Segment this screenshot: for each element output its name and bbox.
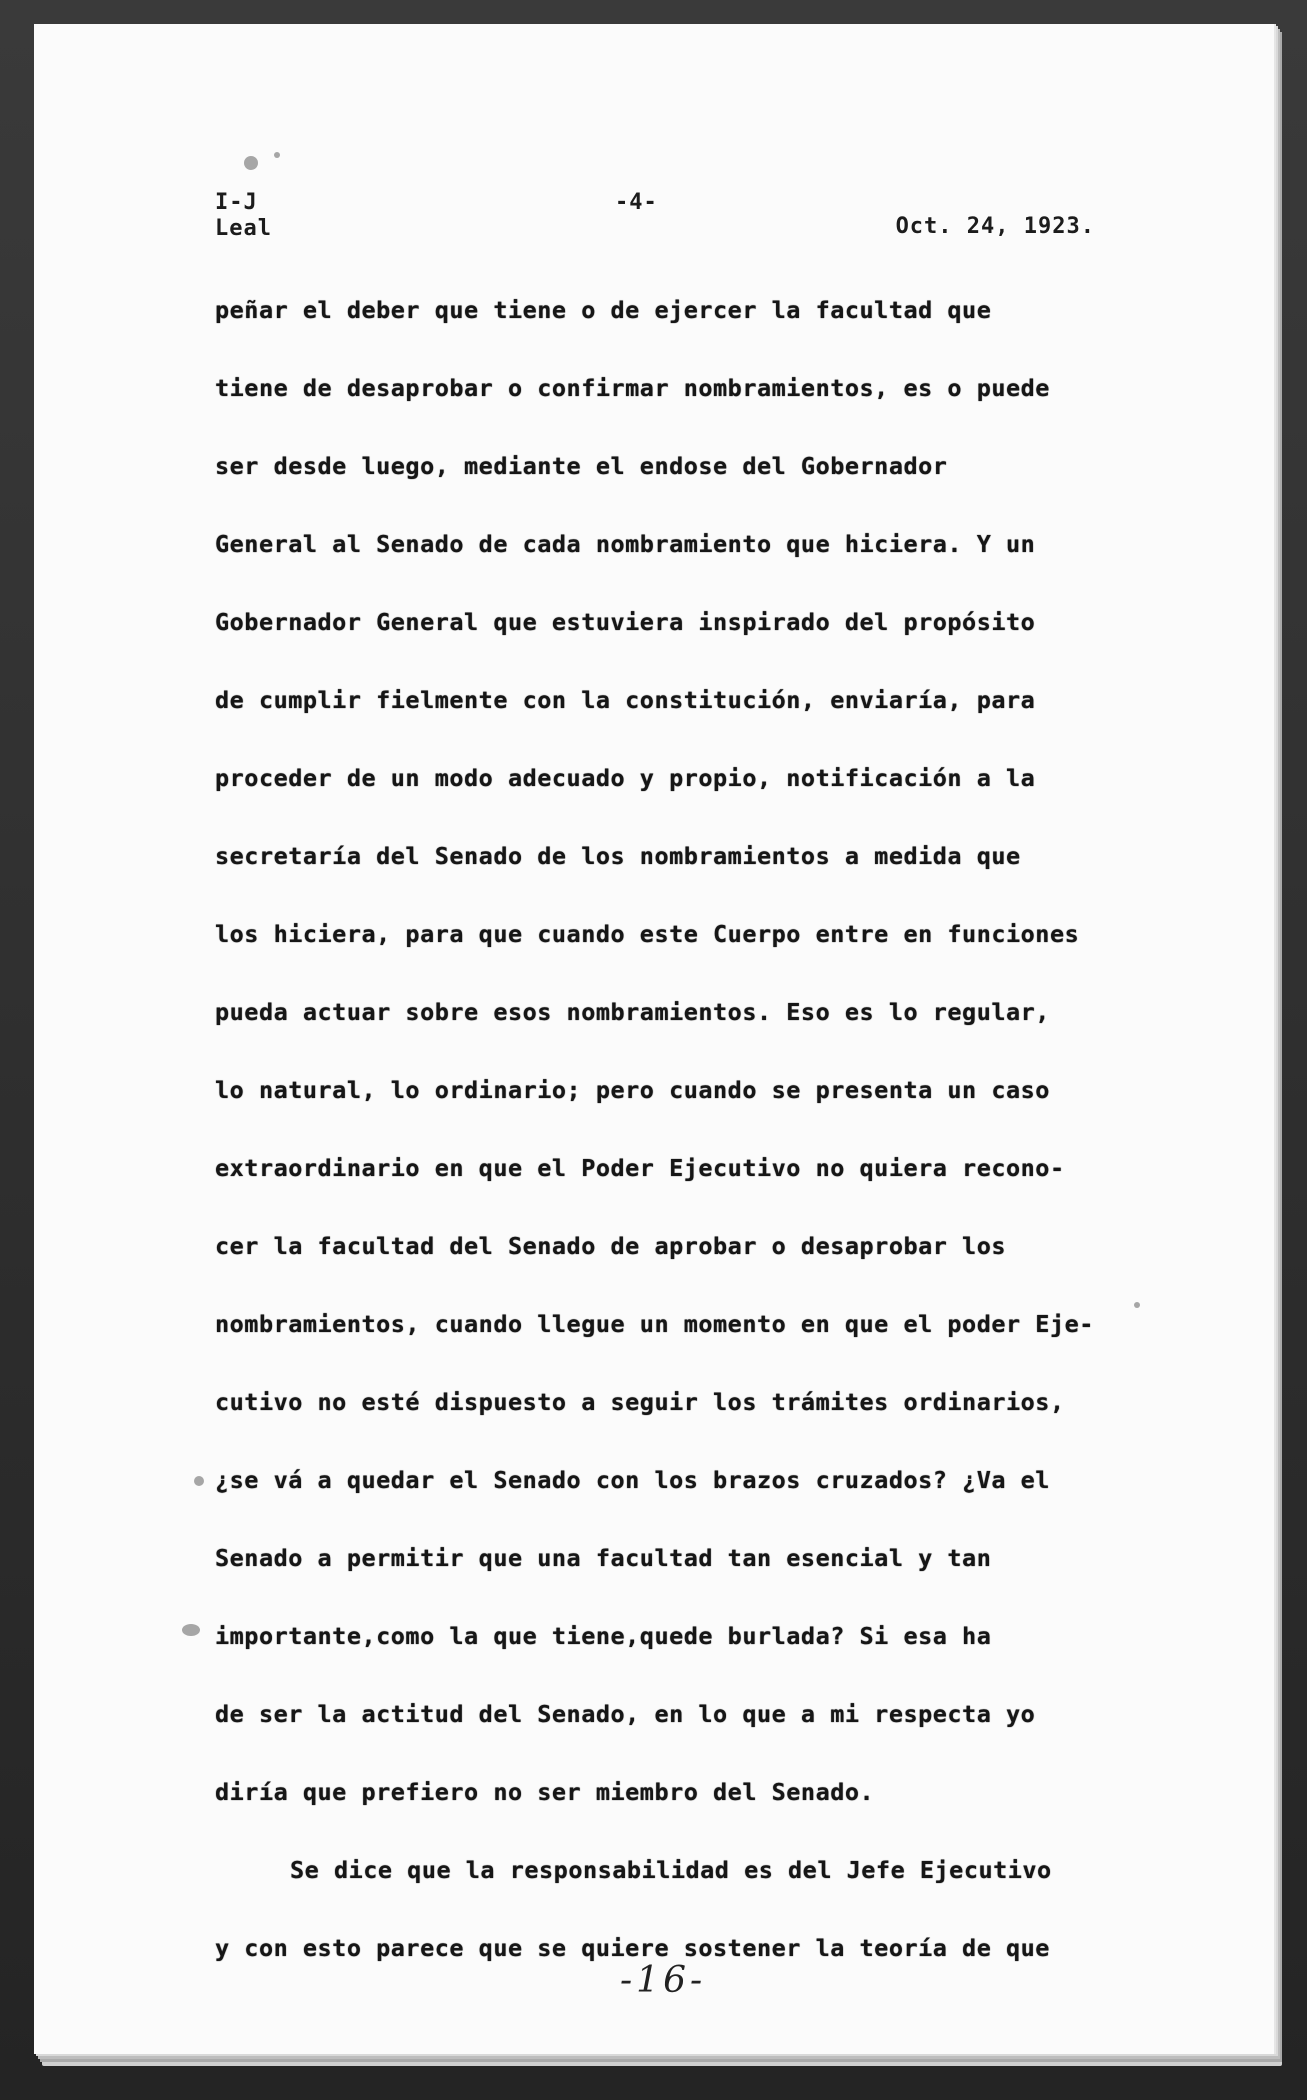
text-line: lo natural, lo ordinario; pero cuando se presenta un caso xyxy=(215,1076,1050,1104)
text-line: secretaría del Senado de los nombramientos a medida que xyxy=(215,842,1021,870)
text-line: ser desde luego, mediante el endose del Gobernador xyxy=(215,452,948,480)
header-ref-line2: Leal xyxy=(215,216,272,241)
text-line: pueda actuar sobre esos nombramientos. Eso es lo regular, xyxy=(215,998,1050,1026)
header-date: Oct. 24, 1923. xyxy=(895,214,1095,239)
text-line: cutivo no esté dispuesto a seguir los trámites ordinarios, xyxy=(215,1388,1065,1416)
text-line: proceder de un modo adecuado y propio, notificación a la xyxy=(215,764,1036,792)
text-line: Gobernador General que estuviera inspirado del propósito xyxy=(215,608,1036,636)
document-body xyxy=(215,290,1115,2006)
scan-speck xyxy=(194,1476,204,1486)
text-line: de cumplir fielmente con la constitución, enviaría, para xyxy=(215,686,1036,714)
scan-speck xyxy=(244,156,258,170)
page-header xyxy=(215,190,1095,250)
header-reference xyxy=(215,190,272,242)
text-line: General al Senado de cada nombramiento que hiciera. Y un xyxy=(215,530,1036,558)
scan-speck xyxy=(1134,1302,1140,1308)
text-line: y con esto parece que se quiere sostener la teoría de que xyxy=(215,1934,1050,1962)
paragraph-start-line: Se dice que la responsabilidad es del Jefe Ejecutivo xyxy=(290,1856,1052,1884)
header-page-marker: -4- xyxy=(615,190,658,215)
scan-speck xyxy=(182,1624,200,1636)
text-line: los hiciera, para que cuando este Cuerpo entre en funciones xyxy=(215,920,1080,948)
text-line: de ser la actitud del Senado, en lo que a mi respecta yo xyxy=(215,1700,1036,1728)
text-line: tiene de desaprobar o confirmar nombramientos, es o puede xyxy=(215,374,1050,402)
text-line: Senado a permitir que una facultad tan esencial y tan xyxy=(215,1544,992,1572)
text-line: cer la facultad del Senado de aprobar o desaprobar los xyxy=(215,1232,1007,1260)
scan-speck xyxy=(274,152,280,158)
handwritten-page-number: -16- xyxy=(620,1960,707,2001)
header-ref-line1: I-J xyxy=(215,190,258,215)
text-line: diría que prefiero no ser miembro del Senado. xyxy=(215,1778,875,1806)
text-line: peñar el deber que tiene o de ejercer la facultad que xyxy=(215,296,992,324)
text-line: nombramientos, cuando llegue un momento en que el poder Eje- xyxy=(215,1310,1094,1338)
text-line: extraordinario en que el Poder Ejecutivo no quiera recono- xyxy=(215,1154,1065,1182)
text-line: importante,como la que tiene,quede burlada? Si esa ha xyxy=(215,1622,992,1650)
text-line: ¿se vá a quedar el Senado con los brazos cruzados? ¿Va el xyxy=(215,1466,1050,1494)
